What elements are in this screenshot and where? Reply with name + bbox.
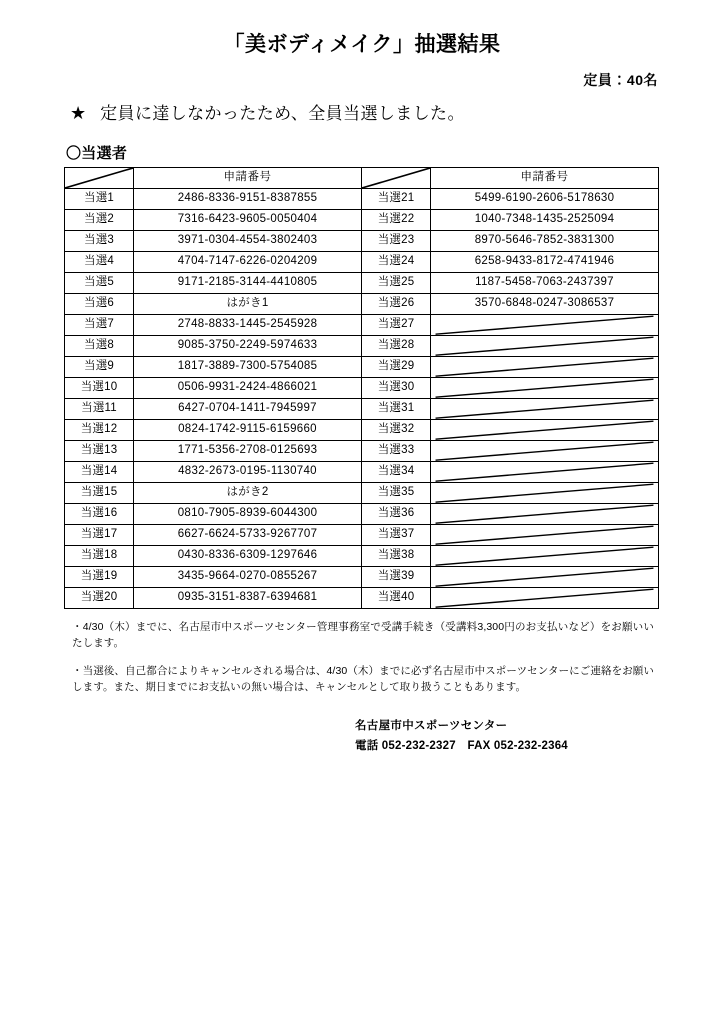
table-row bbox=[65, 546, 659, 567]
application-number-cell: 0430-8336-6309-1297646 bbox=[134, 546, 362, 567]
application-number-cell: 7316-6423-9605-0050404 bbox=[134, 210, 362, 231]
empty-slot-cell bbox=[431, 525, 659, 546]
application-number-cell: 6627-6624-5733-9267707 bbox=[134, 525, 362, 546]
winner-label-cell: 当選11 bbox=[65, 399, 134, 420]
winner-label-cell: 当選7 bbox=[65, 315, 134, 336]
notice-text: 定員に達しなかったため、全員当選しました。 bbox=[100, 104, 465, 123]
winner-label-cell: 当選21 bbox=[362, 189, 431, 210]
application-number-cell: 0935-3151-8387-6394681 bbox=[134, 588, 362, 609]
application-number-cell: 0810-7905-8939-6044300 bbox=[134, 504, 362, 525]
application-number-cell: 2486-8336-9151-8387855 bbox=[134, 189, 362, 210]
application-number-cell: 1771-5356-2708-0125693 bbox=[134, 441, 362, 462]
application-number-cell: はがき1 bbox=[134, 294, 362, 315]
empty-slot-cell bbox=[431, 399, 659, 420]
note-item: ・当選後、自己都合によりキャンセルされる場合は、4/30（木）までに必ず名古屋市中スポーツセンターにご連絡をお願いします。また、期日までにお支払いの無い場合は、キャンセルとして取り扱うこともあります。 bbox=[72, 665, 654, 694]
application-number-cell: 2748-8833-1445-2545928 bbox=[134, 315, 362, 336]
winner-label-cell: 当選36 bbox=[362, 504, 431, 525]
section-heading-winners: 〇当選者 bbox=[66, 145, 128, 162]
empty-slot-cell bbox=[431, 504, 659, 525]
winner-label-cell: 当選34 bbox=[362, 462, 431, 483]
winner-label-cell: 当選32 bbox=[362, 420, 431, 441]
winner-label-cell: 当選30 bbox=[362, 378, 431, 399]
table-row bbox=[65, 567, 659, 588]
empty-slot-cell bbox=[431, 441, 659, 462]
winners-table bbox=[64, 167, 659, 609]
winner-label-cell: 当選25 bbox=[362, 273, 431, 294]
notice-row bbox=[70, 99, 465, 124]
application-number-cell: 9171-2185-3144-4410805 bbox=[134, 273, 362, 294]
winner-label-cell: 当選40 bbox=[362, 588, 431, 609]
application-number-cell: 3570-6848-0247-3086537 bbox=[431, 294, 659, 315]
winners-table-body bbox=[65, 189, 659, 609]
table-row bbox=[65, 525, 659, 546]
winner-label-cell: 当選22 bbox=[362, 210, 431, 231]
winners-table-container bbox=[64, 167, 658, 609]
application-number-cell: 1040-7348-1435-2525094 bbox=[431, 210, 659, 231]
column-header-application-number-left: 申請番号 bbox=[134, 168, 362, 189]
winner-label-cell: 当選14 bbox=[65, 462, 134, 483]
winner-label-cell: 当選5 bbox=[65, 273, 134, 294]
winner-label-cell: 当選10 bbox=[65, 378, 134, 399]
winner-label-cell: 当選15 bbox=[65, 483, 134, 504]
winner-label-cell: 当選19 bbox=[65, 567, 134, 588]
table-header-row bbox=[65, 168, 659, 189]
empty-slot-cell bbox=[431, 357, 659, 378]
winner-label-cell: 当選2 bbox=[65, 210, 134, 231]
winner-label-cell: 当選29 bbox=[362, 357, 431, 378]
note-item: ・4/30（木）までに、名古屋市中スポーツセンター管理事務室で受講手続き（受講料3,300円のお支払いなど）をお願いいたします。 bbox=[72, 620, 654, 649]
application-number-cell: 3435-9664-0270-0855267 bbox=[134, 567, 362, 588]
winner-label-cell: 当選20 bbox=[65, 588, 134, 609]
winner-label-cell: 当選4 bbox=[65, 252, 134, 273]
application-number-cell: 1187-5458-7063-2437397 bbox=[431, 273, 659, 294]
table-row bbox=[65, 504, 659, 525]
empty-slot-cell bbox=[431, 546, 659, 567]
table-row bbox=[65, 231, 659, 252]
application-number-cell: 6427-0704-1411-7945997 bbox=[134, 399, 362, 420]
application-number-cell: 4832-2673-0195-1130740 bbox=[134, 462, 362, 483]
table-row bbox=[65, 441, 659, 462]
winner-label-cell: 当選18 bbox=[65, 546, 134, 567]
winner-label-cell: 当選8 bbox=[65, 336, 134, 357]
table-row bbox=[65, 399, 659, 420]
winner-label-cell: 当選12 bbox=[65, 420, 134, 441]
winner-label-cell: 当選3 bbox=[65, 231, 134, 252]
page-title: 「美ボディメイク」抽選結果 bbox=[223, 33, 501, 56]
empty-slot-cell bbox=[431, 588, 659, 609]
winner-label-cell: 当選16 bbox=[65, 504, 134, 525]
table-row bbox=[65, 357, 659, 378]
table-row bbox=[65, 273, 659, 294]
corner-cell-right bbox=[362, 168, 431, 189]
table-row bbox=[65, 588, 659, 609]
empty-slot-cell bbox=[431, 462, 659, 483]
application-number-cell: 4704-7147-6226-0204209 bbox=[134, 252, 362, 273]
application-number-cell: 3971-0304-4554-3802403 bbox=[134, 231, 362, 252]
empty-slot-cell bbox=[431, 483, 659, 504]
application-number-cell: 0506-9931-2424-4866021 bbox=[134, 378, 362, 399]
table-row bbox=[65, 420, 659, 441]
signature-organization: 名古屋市中スポーツセンター bbox=[355, 720, 508, 732]
table-row bbox=[65, 462, 659, 483]
application-number-cell: 8970-5646-7852-3831300 bbox=[431, 231, 659, 252]
corner-cell-left bbox=[65, 168, 134, 189]
capacity-label: 定員：40名 bbox=[583, 72, 658, 88]
empty-slot-cell bbox=[431, 420, 659, 441]
table-row bbox=[65, 189, 659, 210]
winner-label-cell: 当選6 bbox=[65, 294, 134, 315]
application-number-cell: 0824-1742-9115-6159660 bbox=[134, 420, 362, 441]
table-row bbox=[65, 315, 659, 336]
winner-label-cell: 当選23 bbox=[362, 231, 431, 252]
winner-label-cell: 当選27 bbox=[362, 315, 431, 336]
signature-contact: 電話 052-232-2327 FAX 052-232-2364 bbox=[355, 740, 568, 753]
winner-label-cell: 当選37 bbox=[362, 525, 431, 546]
table-row bbox=[65, 252, 659, 273]
winner-label-cell: 当選31 bbox=[362, 399, 431, 420]
table-row bbox=[65, 210, 659, 231]
application-number-cell: 9085-3750-2249-5974633 bbox=[134, 336, 362, 357]
winner-label-cell: 当選9 bbox=[65, 357, 134, 378]
empty-slot-cell bbox=[431, 315, 659, 336]
application-number-cell: 1817-3889-7300-5754085 bbox=[134, 357, 362, 378]
table-row bbox=[65, 336, 659, 357]
empty-slot-cell bbox=[431, 336, 659, 357]
winner-label-cell: 当選33 bbox=[362, 441, 431, 462]
application-number-cell: 6258-9433-8172-4741946 bbox=[431, 252, 659, 273]
empty-slot-cell bbox=[431, 378, 659, 399]
table-row bbox=[65, 483, 659, 504]
winner-label-cell: 当選35 bbox=[362, 483, 431, 504]
application-number-cell: 5499-6190-2606-5178630 bbox=[431, 189, 659, 210]
winner-label-cell: 当選17 bbox=[65, 525, 134, 546]
winner-label-cell: 当選26 bbox=[362, 294, 431, 315]
notes-list bbox=[72, 608, 654, 708]
winner-label-cell: 当選39 bbox=[362, 567, 431, 588]
application-number-cell: はがき2 bbox=[134, 483, 362, 504]
winner-label-cell: 当選1 bbox=[65, 189, 134, 210]
winner-label-cell: 当選24 bbox=[362, 252, 431, 273]
table-row bbox=[65, 294, 659, 315]
star-icon: ★ bbox=[70, 103, 87, 123]
winner-label-cell: 当選13 bbox=[65, 441, 134, 462]
table-row bbox=[65, 378, 659, 399]
column-header-application-number-right: 申請番号 bbox=[431, 168, 659, 189]
empty-slot-cell bbox=[431, 567, 659, 588]
winner-label-cell: 当選38 bbox=[362, 546, 431, 567]
signature-block bbox=[355, 716, 568, 756]
winner-label-cell: 当選28 bbox=[362, 336, 431, 357]
